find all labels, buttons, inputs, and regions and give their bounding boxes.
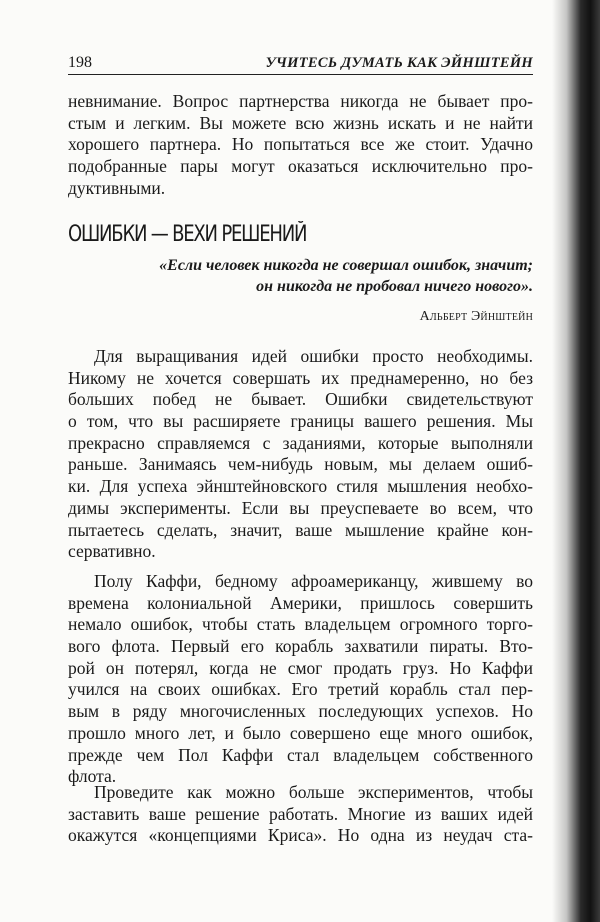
text-line: Для выращивания идей ошибки просто необходимы. (94, 346, 533, 366)
text-line: заставить ваше решение работать. Многие из ваших идей (68, 803, 533, 824)
epigraph-author: Альберт Эйнштейн (419, 309, 533, 324)
text-line: Никому не хочется совершать их преднамеренно, но без (68, 367, 533, 388)
text-line: стым и легким. Вы можете всю жизнь искать и не найти (68, 112, 533, 133)
paragraph-4 (68, 782, 533, 847)
text-line: окажутся «концепциями Криса». Но одна из неудач ста- (68, 825, 533, 846)
text-line: невнимание. Вопрос партнерства никогда не бывает про- (68, 91, 533, 111)
text-line: прошло много лет, и было совершено еще много ошибок, (68, 722, 533, 743)
running-title: УЧИТЕСЬ ДУМАТЬ КАК ЭЙНШТЕЙН (265, 55, 533, 71)
text-line: флота. (68, 766, 117, 787)
scan-edge-shadow (552, 0, 600, 922)
epigraph-line: он никогда не пробовал ничего нового». (256, 277, 533, 295)
text-line: больших побед не бывает. Ошибки свидетельствуют (68, 389, 533, 410)
text-line: дуктивными. (68, 177, 166, 198)
paragraph-2 (68, 346, 533, 563)
text-line: о том, что вы расширяете границы вашего решения. Мы (68, 411, 533, 432)
page-number: 198 (68, 54, 92, 71)
text-line: рой он потерял, когда не смог продать груз. Но Каффи (68, 657, 533, 678)
text-line: димы эксперименты. Если вы преуспеваете во всем, что (68, 497, 533, 518)
text-line: немало ошибок, чтобы стать владельцем огромного торго- (68, 614, 533, 635)
text-line: Проведите как можно больше экспериментов, чтобы (94, 782, 533, 802)
paragraph-1 (68, 91, 533, 199)
text-line: вым в ряду многочисленных последующих успехов. Но (68, 701, 533, 722)
text-line: вого флота. Первый его корабль захватили пираты. Вто- (68, 636, 533, 657)
text-line: прежде чем Пол Каффи стал владельцем собственного (68, 744, 533, 765)
text-line: учился на своих ошибках. Его третий корабль стал пер- (68, 679, 533, 700)
text-line: сервативно. (68, 541, 156, 562)
text-line: подобранные пары могут оказаться исключительно про- (68, 156, 533, 177)
text-line: ки. Для успеха эйнштейновского стиля мышления необхо- (68, 476, 533, 497)
text-line: времена колониальной Америки, пришлось совершить (68, 592, 533, 613)
text-line: Полу Каффи, бедному афроамериканцу, жившему во (94, 571, 533, 591)
paragraph-3 (68, 571, 533, 788)
section-heading: ОШИБКИ — ВЕХИ РЕШЕНИЙ (68, 222, 307, 247)
text-line: хорошего партнера. Но попытаться все же стоит. Удачно (68, 134, 533, 155)
epigraph-quote (159, 256, 533, 297)
text-line: прекрасно справляемся с заданиями, которые выполняли (68, 432, 533, 453)
page-header (68, 52, 533, 75)
text-line: раньше. Занимаясь чем-нибудь новым, мы делаем ошиб- (68, 454, 533, 475)
epigraph-line: «Если человек никогда не совершал ошибок, значит; (159, 257, 533, 274)
text-line: пытаетесь сделать, значит, ваше мышление крайне кон- (68, 519, 533, 540)
